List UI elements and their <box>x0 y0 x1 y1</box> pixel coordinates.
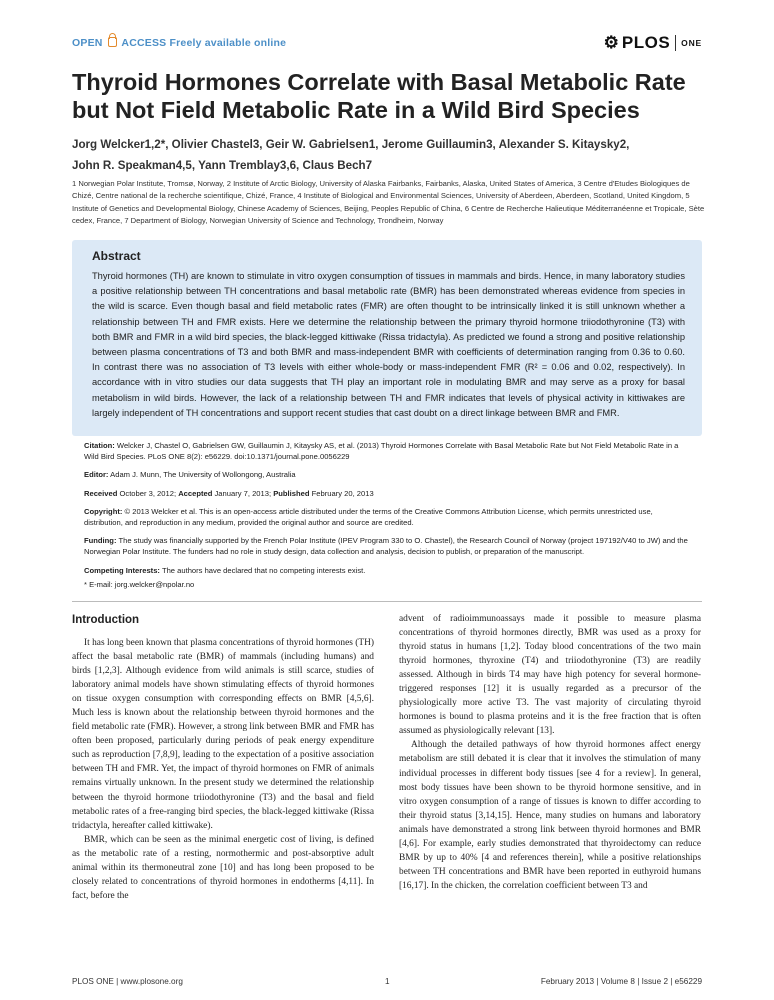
abstract-box <box>72 240 702 436</box>
open-access-lock-icon <box>108 37 117 47</box>
funding <box>84 535 689 557</box>
article-title: Thyroid Hormones Correlate with Basal Metabolic Rate but Not Field Metabolic Rate in a Wild Bird Species <box>72 69 686 123</box>
copyright <box>84 506 689 528</box>
introduction-heading: Introduction <box>72 614 140 626</box>
plos-wordmark: PLOS <box>621 33 671 52</box>
funding-text: The study was financially supported by the French Polar Institute (IPEV Program 330 to O. Chastel), the Research Council of Norway (project 197192/V40 to JW) and the Norwegian Polar Institute. The funders had no role in study design, data collection and analysis, decision to publish, or preparation of the manuscript. <box>84 536 688 557</box>
competing-text: The authors have declared that no competing interests exist. <box>161 565 366 575</box>
intro-paragraph-1: It has long been known that plasma concentrations of thyroid hormones (TH) affect the basal metabolic rate (BMR) of mammals (including humans) and birds [1,2,3]. Although evidence from wild animals is still scarce, studies of laboratory animal models have shown stimulating effects of thyroid hormones on tissue oxygen consumption with corresponding effects on BMR [4,5,6]. Much less is known about the relationship between thyroid hormones and the field metabolic rate (FMR). However, a strong link between BMR and FMR has often been proposed, particularly during periods of peak energy expenditure such as reproduction [7,8,9], leading to the expectation of a positive association between TH and FMR. Yet, the impact of thyroid hormones on FMR of animals remains virtually unknown. In the present study we determined the relationship between the thyroid hormone triiodothyronine (T3) and the basal and field metabolic rates of a free-ranging bird species, the black-legged kittiwake (Rissa tridactyla, hereafter called kittiwake). <box>72 638 374 831</box>
abstract-heading: Abstract <box>92 249 141 263</box>
plos-one-logo[interactable] <box>604 32 702 54</box>
open-access-banner <box>72 37 286 49</box>
footer-issue: February 2013 | Volume 8 | Issue 2 | e56229 <box>540 977 702 986</box>
affiliations: 1 Norwegian Polar Institute, Tromsø, Norway, 2 Institute of Arctic Biology, University of Alaska Fairbanks, Fairbanks, Alaska, United States of America, 3 Centre d'Etudes Biologiques de Chizé, Centre national de la recherche scientifique, Chizé, France, 4 Institute of Biological and Environmental Sciences, University of Aberdeen, Aberdeen, Scotland, United Kingdom, 5 Institute of Genetics and Developmental Biology, Chinese Academy of Sciences, Beijing, Peoples Republic of China, 6 Centre de Recherche Halieutique Méditerranéenne et Tropicale, Sète cedex, France, 7 Department of Biology, Norwegian University of Science and Technology, Trondheim, Norway <box>72 179 705 226</box>
accepted-label: Accepted <box>178 488 213 498</box>
author-list <box>72 134 712 176</box>
copyright-text: © 2013 Welcker et al. This is an open-access article distributed under the terms of the Creative Commons Attribution License, which permits unrestricted use, distribution, and reproduction in any medium, provided the original author and source are credited. <box>84 506 653 528</box>
intro-paragraph-2: BMR, which can be seen as the minimal energetic cost of living, is defined as the metabolic rate of a resting, normothermic and post-absorptive adult animal within its thermoneutral zone [10] and has long been proposed to be closely related to concentrations of thyroid hormones in endotherms [4,11]. In fact, before the <box>72 834 374 901</box>
editor-label: Editor: <box>84 470 109 480</box>
one-wordmark: ONE <box>681 38 702 48</box>
competing-interests <box>84 565 689 576</box>
citation-text: Welcker J, Chastel O, Gabrielsen GW, Guillaumin J, Kitaysky AS, et al. (2013) Thyroid Hormones Correlate with Basal Metabolic Rate but Not Field Metabolic Rate in a Wild Bird Species. PLoS ONE 8(2): e56229. doi:10.1371/journal.pone.0056229 <box>84 441 679 462</box>
editor-text: Adam J. Munn, The University of Wollongong, Australia <box>110 470 296 480</box>
accepted-date: January 7, 2013; <box>214 488 272 498</box>
body-column-right <box>399 612 701 893</box>
citation <box>84 440 689 462</box>
access-label: ACCESS <box>121 37 167 49</box>
footer-journal[interactable]: PLOS ONE | www.plosone.org <box>72 977 183 986</box>
received-label: Received <box>84 488 118 498</box>
section-divider <box>72 601 702 602</box>
intro-paragraph-3: advent of radioimmunoassays made it possible to measure plasma concentrations of thyroid hormones directly, BMR was used as a proxy for thyroid status in humans [1,2]. Today blood concentrations of the two main thyroid hormones, thyroxine (T4) and triiodothyronine (T3) are readily assessed. Although in birds T4 may have high potency for several hormone-triggered responses [12] it is usually regarded as a precursor of the physiologically more active T3. The vast majority of circulating thyroid hormones is bound to plasma proteins and it is the free fraction that is often assumed as physiologically relevant [13]. <box>399 614 701 737</box>
dates <box>84 488 689 499</box>
published-date: February 20, 2013 <box>311 488 374 498</box>
authors-line-1: Jorg Welcker1,2*, Olivier Chastel3, Geir W. Gabrielsen1, Jerome Guillaumin3, Alexander S. Kitaysky2, <box>72 138 630 151</box>
funding-label: Funding: <box>84 536 117 546</box>
citation-label: Citation: <box>84 441 115 450</box>
logo-divider <box>675 35 676 51</box>
plos-logo-icon: ⚙ <box>603 33 619 52</box>
intro-paragraph-4: Although the detailed pathways of how thyroid hormones affect energy metabolism are still debated it is clear that it involves the stimulation of many individual processes in different body tissues [see 4 for a review]. In general, most body tissues have been shown to be thyroid hormone sensitive, and in vitro oxygen consumption of a range of tissues is known to differ according to their thyroid status [3,14,15]. Hence, many studies on humans and laboratory animals have demonstrated a strong link between thyroid hormones and BMR [4,6]. For example, early studies demonstrated that thyroidectomy can reduce BMR by up to 40% [4 and references therein], while a positive relationships between TH concentrations and BMR have been reported in euthyroid humans [16,17]. In the chicken, the correlation coefficient between T3 and <box>399 740 701 891</box>
authors-line-2: John R. Speakman4,5, Yann Tremblay3,6, Claus Bech7 <box>72 159 373 172</box>
open-label: OPEN <box>72 37 103 49</box>
published-label: Published <box>273 488 310 498</box>
received-date: October 3, 2012; <box>119 488 177 498</box>
abstract-text: Thyroid hormones (TH) are known to stimulate in vitro oxygen consumption of tissues in mammals and birds. Hence, in many laboratory studies a positive relationship between TH concentrations and basal metabolic rate (BMR) has been demonstrated whereas evidence from species in the wild is scarce. Even though basal and field metabolic rates (FMR) are often thought to be intrinsically linked it is still unknown whether a relationship between TH and FMR exists. Here we determine the relationship between the primary thyroid hormone triiodothyronine (T3) with both BMR and FMR in a wild bird species, the black-legged kittiwake (Rissa tridactyla). As predicted we found a strong and positive relationship between plasma concentrations of T3 and both BMR and mass-independent BMR with coefficients of determination ranging from 0.36 to 0.60. In contrast there was no association of T3 levels with either whole-body or mass-independent FMR (R² = 0.06 and 0.02, respectively). In accordance with in vitro studies our data suggests that TH play an important role in modulating BMR and may serve as a proxy for basal metabolism in wild birds. However, the lack of a relationship between TH and FMR indicates that levels of physical activity in kittiwakes are largely independent of TH concentrations and support recent studies that cast doubt on a direct linkage between BMR and FMR. <box>92 271 685 418</box>
editor <box>84 469 689 480</box>
copyright-label: Copyright: <box>84 506 123 516</box>
article-metadata <box>84 440 689 597</box>
page-number: 1 <box>385 977 390 986</box>
competing-label: Competing Interests: <box>84 565 160 575</box>
journal-header <box>72 34 702 52</box>
freely-available-label: Freely available online <box>169 37 287 49</box>
body-column-left <box>72 612 374 903</box>
corresponding-email[interactable]: * E-mail: jorg.welcker@npolar.no <box>84 579 195 589</box>
